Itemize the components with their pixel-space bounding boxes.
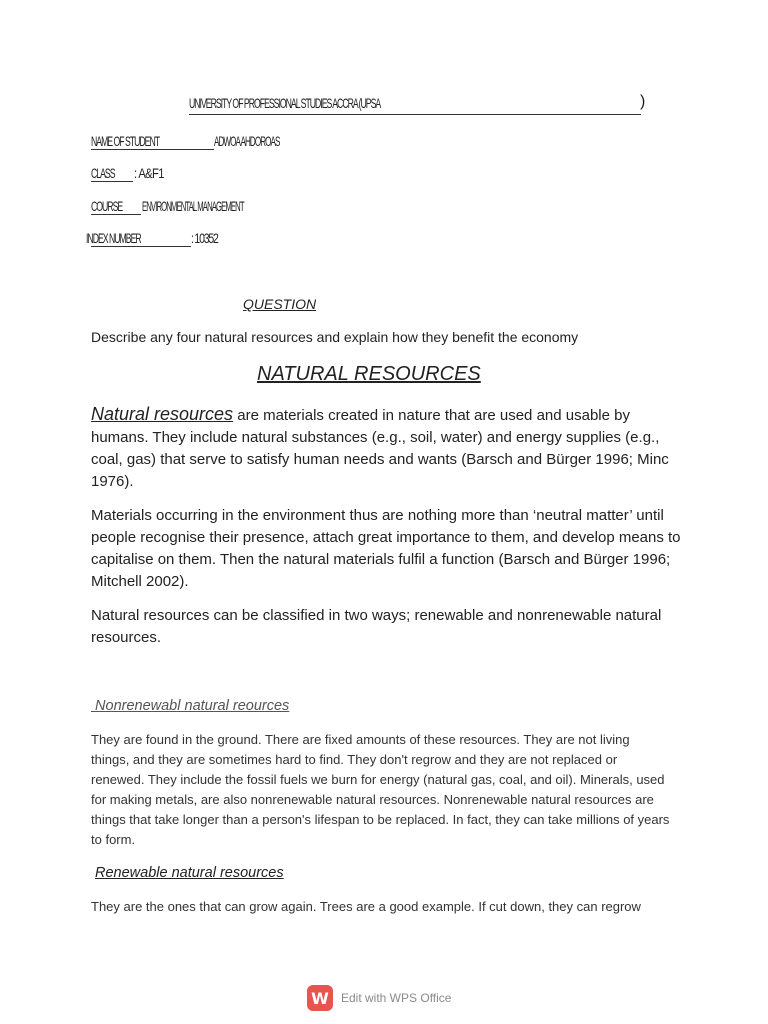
student-name-underline <box>91 149 214 150</box>
university-underline <box>189 114 641 115</box>
university-close: ) <box>640 93 646 110</box>
course-value: ENVIRONMENTAL MANAGEMENT <box>142 198 244 214</box>
course-underline <box>91 214 141 215</box>
index-value: : 10352 <box>191 230 218 246</box>
class-value: : A&F1 <box>134 165 164 181</box>
natural-resources-term: Natural resources <box>91 404 234 424</box>
paragraph-definition <box>91 403 681 493</box>
renewable-heading: Renewable natural resources <box>95 865 284 881</box>
class-label: CLASS <box>91 165 115 181</box>
student-name-label: NAME OF STUDENT <box>91 133 160 149</box>
wps-edit-banner[interactable] <box>307 985 451 1011</box>
university-line <box>189 95 497 113</box>
definition-text: are materials created in nature that are used and usable by humans. They include natural substances (e.g., soil, water) and energy supplies (e.g., coal, gas) that serve to satisfy human needs and wants (Barsch and Bürger 1996; Minc 1976). <box>91 407 669 490</box>
course-label: COURSE <box>91 198 123 214</box>
edit-with-wps-label[interactable]: Edit with WPS Office <box>341 991 452 1005</box>
renewable-text: They are the ones that can grow again. Trees are a good example. If cut down, they can regrow <box>91 899 641 914</box>
paragraph-classification: Natural resources can be classified in two ways; renewable and nonrenewable natural resources. <box>91 607 662 646</box>
student-name-value: ADWOA AHDOROAS <box>214 133 280 149</box>
question-text: Describe any four natural resources and explain how they benefit the economy <box>91 329 579 345</box>
index-label: INDEX NUMBER <box>86 230 141 246</box>
nonrenewable-text: They are found in the ground. There are fixed amounts of these resources. They are not living things, and they are sometimes hard to find. They don't regrow and they are not replaced or renewed. They include the fossil fuels we burn for energy (natural gas, coal, and oil). Minerals, used for making metals, are also nonrenewable natural resources. Nonrenewable natural resources are things that take longer than a person's lifespan to be replaced. In fact, they can take millions of years to form. <box>91 732 670 847</box>
wps-logo-icon: W <box>307 985 333 1011</box>
university-name: UNIVERSITY OF PROFESSIONAL STUDIES ACCRA (UPSA <box>189 95 381 111</box>
index-underline <box>91 246 191 247</box>
nonrenewable-heading: Nonrenewabl natural reources <box>91 698 290 714</box>
paragraph-neutral-matter: Materials occurring in the environment thus are nothing more than ‘neutral matter’ until people recognise their presence, attach great importance to them, and develop means to capitalise on them. Then the natural materials fulfil a function (Barsch and Bürger 1996; Mitchell 2002). <box>91 507 681 590</box>
question-label: QUESTION <box>243 296 317 312</box>
class-underline <box>91 181 133 182</box>
page-title: NATURAL RESOURCES <box>257 363 481 385</box>
